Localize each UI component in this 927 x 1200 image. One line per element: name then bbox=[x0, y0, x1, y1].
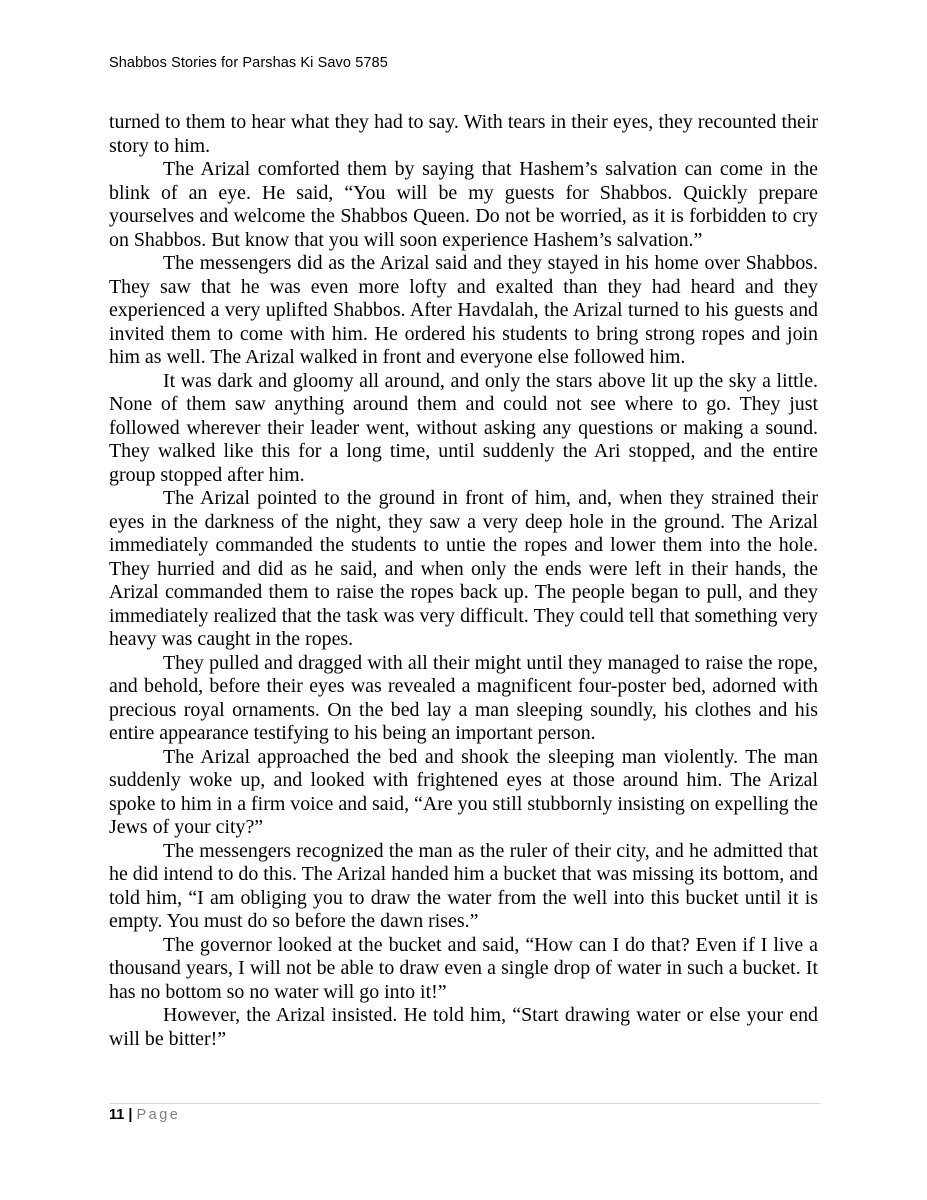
paragraph: The Arizal comforted them by saying that Hashem’s salvation can come in the blink of an eye. He said, “You will be my guests for Shabbos. Quickly prepare yourselves and welcome the Shabbos Queen. Do not be worried, as it is forbidden to cry on Shabbos. But know that you will soon experience Hashem’s salvation.” bbox=[109, 158, 818, 251]
paragraph: The Arizal approached the bed and shook the sleeping man violently. The man suddenly woke up, and looked with frightened eyes at those around him. The Arizal spoke to him in a firm voice and said, “Are you still stubbornly insisting on expelling the Jews of your city?” bbox=[109, 745, 818, 838]
footer-divider bbox=[109, 1103, 820, 1104]
paragraph: It was dark and gloomy all around, and only the stars above lit up the sky a little. None of them saw anything around them and could not see where to go. They just followed wherever their leader went, without asking any questions or making a sound. They walked like this for a long time, until suddenly the Ari stopped, and the entire group stopped after him. bbox=[109, 369, 818, 486]
paragraph: The messengers did as the Arizal said and they stayed in his home over Shabbos. They saw that he was even more lofty and exalted than they had heard and they experienced a very uplifted Shabbos. After Havdalah, the Arizal turned to his guests and invited them to come with him. He ordered his students to bring strong ropes and join him as well. The Arizal walked in front and everyone else followed him. bbox=[109, 252, 818, 368]
paragraph: The governor looked at the bucket and said, “How can I do that? Even if I live a thousand years, I will not be able to draw even a single drop of water in such a bucket. It has no bottom so no water will go into it!” bbox=[109, 933, 818, 1003]
page-number: 11 bbox=[109, 1107, 125, 1123]
paragraph: The Arizal pointed to the ground in front of him, and, when they strained their eyes in the darkness of the night, they saw a very deep hole in the ground. The Arizal immediately commanded the students to untie the ropes and lower them into the hole. They hurried and did as he said, and when only the ends were left in their hands, the Arizal commanded them to raise the ropes back up. The people began to pull, and they immediately realized that the task was very difficult. They could tell that something very heavy was caught in the ropes. bbox=[109, 487, 818, 650]
page-footer bbox=[109, 1107, 180, 1123]
paragraph: The messengers recognized the man as the ruler of their city, and he admitted that he did intend to do this. The Arizal handed him a bucket that was missing its bottom, and told him, “I am obliging you to draw the water from the well into this bucket until it is empty. You must do so before the dawn rises.” bbox=[109, 839, 818, 932]
page-label: Page bbox=[136, 1107, 181, 1123]
footer-separator: | bbox=[128, 1107, 133, 1123]
running-header: Shabbos Stories for Parshas Ki Savo 5785 bbox=[109, 55, 388, 71]
paragraph-continued: turned to them to hear what they had to say. With tears in their eyes, they recounted their story to him. bbox=[109, 111, 818, 157]
story-body bbox=[109, 111, 818, 1051]
paragraph: They pulled and dragged with all their might until they managed to raise the rope, and behold, before their eyes was revealed a magnificent four-poster bed, adorned with precious royal ornaments. On the bed lay a man sleeping soundly, his clothes and his entire appearance testifying to his being an important person. bbox=[109, 651, 818, 744]
paragraph: However, the Arizal insisted. He told him, “Start drawing water or else your end will be bitter!” bbox=[109, 1004, 818, 1050]
